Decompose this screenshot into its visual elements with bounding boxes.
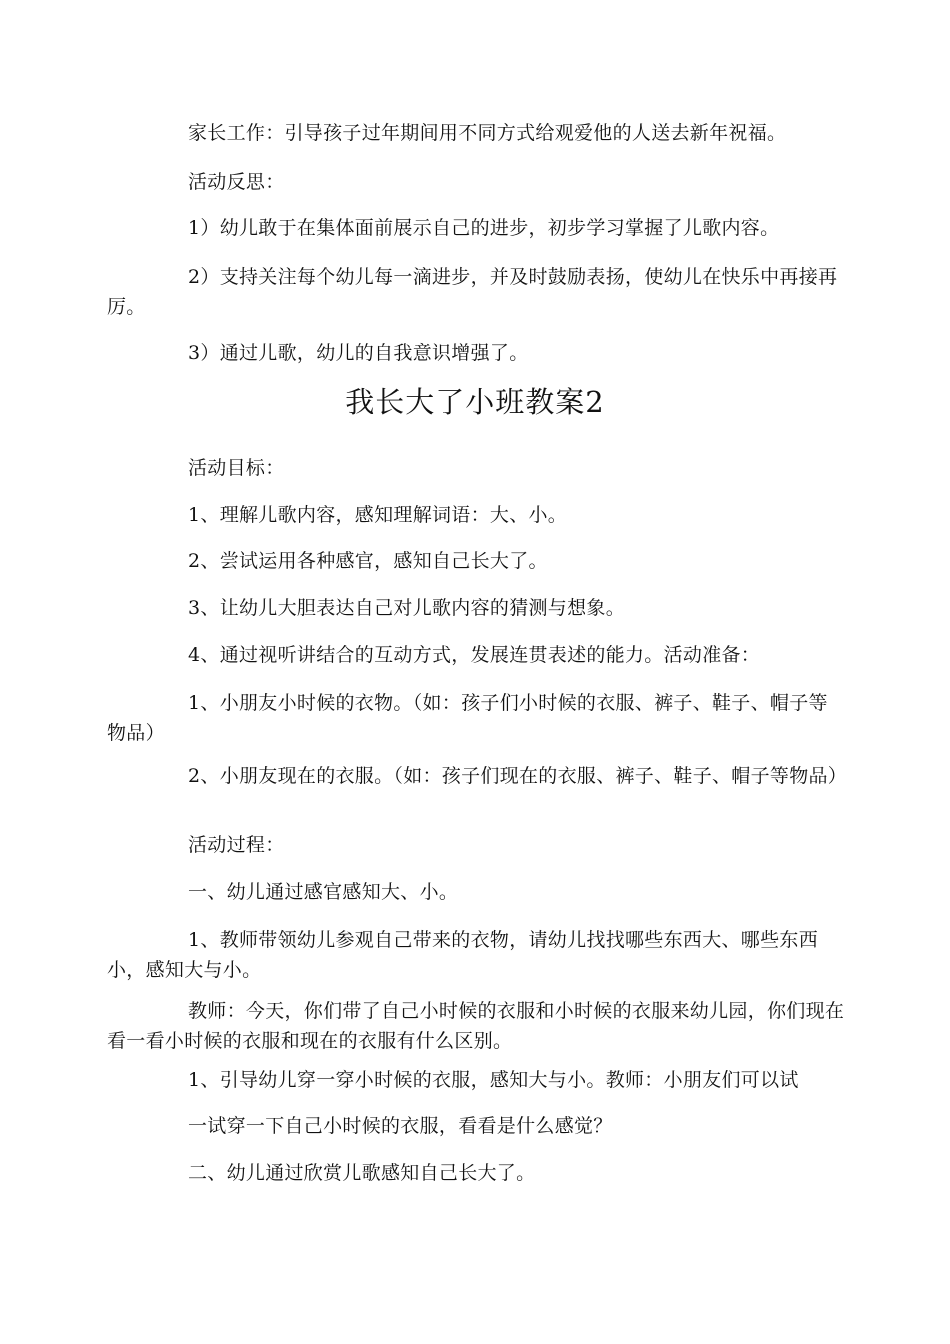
paragraph-goals-heading: 活动目标： bbox=[188, 457, 285, 479]
paragraph-goal-1: 1、理解儿歌内容，感知理解词语：大、小。 bbox=[188, 504, 568, 526]
paragraph-step-2-heading: 二、幼儿通过欣赏儿歌感知自己长大了。 bbox=[188, 1162, 536, 1184]
paragraph-step-1-1: 1、教师带领幼儿参观自己带来的衣物，请幼儿找找哪些东西大、哪些东西小，感知大与小。 bbox=[107, 929, 818, 981]
paragraph-teacher-speech: 教师：今天，你们带了自己小时候的衣服和小时候的衣服来幼儿园，你们现在看一看小时候的衣服和现在的衣服有什么区别。 bbox=[107, 1000, 845, 1052]
paragraph-parent-work: 家长工作：引导孩子过年期间用不同方式给观爱他的人送去新年祝福。 bbox=[188, 122, 787, 144]
paragraph-prep-2: 2、小朋友现在的衣服。（如：孩子们现在的衣服、裤子、鞋子、帽子等物品） bbox=[188, 765, 848, 787]
paragraph-reflection-heading: 活动反思： bbox=[188, 171, 285, 193]
paragraph-step-1-2-cont: 一试穿一下自己小时候的衣服，看看是什么感觉？ bbox=[188, 1115, 613, 1137]
paragraph-goal-3: 3、让幼儿大胆表达自己对儿歌内容的猜测与想象。 bbox=[188, 597, 625, 619]
paragraph-reflection-1: 1）幼儿敢于在集体面前展示自己的进步，初步学习掌握了儿歌内容。 bbox=[188, 217, 780, 239]
section-title: 我长大了小班教案2 bbox=[345, 385, 605, 419]
paragraph-reflection-3: 3）通过儿歌，幼儿的自我意识增强了。 bbox=[188, 342, 529, 364]
paragraph-process-heading: 活动过程： bbox=[188, 834, 285, 856]
paragraph-prep-1: 1、小朋友小时候的衣物。（如：孩子们小时候的衣服、裤子、鞋子、帽子等物品） bbox=[107, 692, 828, 744]
paragraph-reflection-2: 2）支持关注每个幼儿每一滴进步，并及时鼓励表扬，使幼儿在快乐中再接再厉。 bbox=[107, 266, 838, 318]
paragraph-step-1-heading: 一、幼儿通过感官感知大、小。 bbox=[188, 881, 459, 903]
paragraph-step-1-2: 1、引导幼儿穿一穿小时候的衣服，感知大与小。教师：小朋友们可以试 bbox=[188, 1069, 799, 1091]
paragraph-goal-2: 2、尝试运用各种感官，感知自己长大了。 bbox=[188, 550, 548, 572]
paragraph-goal-4: 4、通过视听讲结合的互动方式，发展连贯表述的能力。活动准备： bbox=[188, 644, 761, 666]
